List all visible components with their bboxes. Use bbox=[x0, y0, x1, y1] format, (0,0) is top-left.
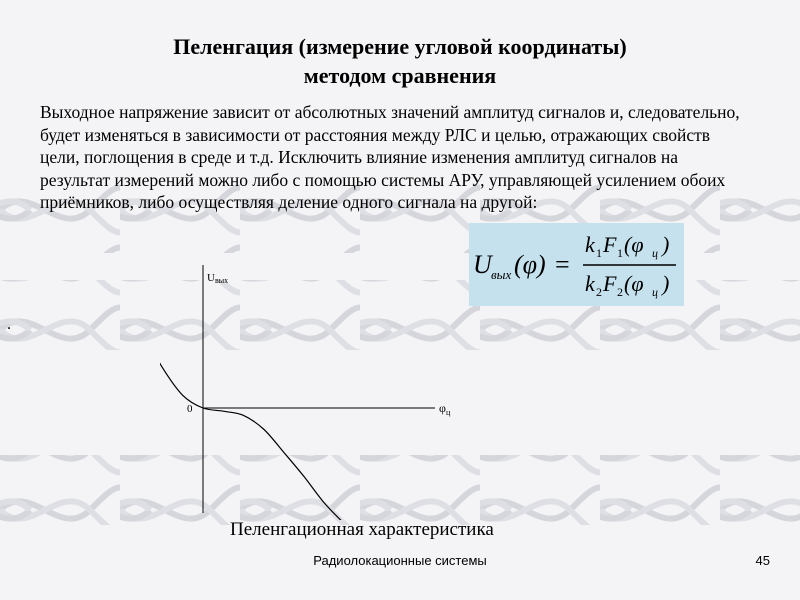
footer-text: Радиолокационные системы bbox=[313, 553, 487, 568]
formula-equals: = bbox=[555, 250, 570, 279]
direction-finding-chart bbox=[160, 255, 460, 520]
num-coef-index: 1 bbox=[596, 246, 602, 260]
den-coef-index: 2 bbox=[596, 285, 602, 299]
den-coef: k bbox=[585, 271, 595, 296]
stray-dot: . bbox=[7, 316, 11, 333]
y-axis-label-subscript: вых bbox=[215, 276, 229, 285]
formula-lhs-subscript: вых bbox=[491, 267, 512, 282]
formula-lhs-symbol: U bbox=[473, 250, 492, 279]
formula bbox=[469, 223, 684, 306]
x-axis-label-subscript: ц bbox=[446, 408, 451, 417]
num-arg-index: ц bbox=[652, 246, 658, 260]
page-number: 45 bbox=[755, 553, 770, 568]
origin-label: 0 bbox=[187, 403, 193, 415]
y-axis-label: U bbox=[207, 272, 215, 284]
x-axis-label: φ bbox=[439, 401, 446, 415]
figure-caption: Пеленгационная характеристика bbox=[230, 519, 494, 540]
num-arg-open: (φ bbox=[624, 232, 644, 257]
title-line-1: Пеленгация (измерение угловой координаты) bbox=[173, 34, 627, 59]
num-func: F bbox=[603, 232, 617, 257]
num-coef: k bbox=[585, 232, 595, 257]
den-func: F bbox=[603, 271, 617, 296]
formula-box bbox=[469, 223, 684, 306]
num-arg-close: ) bbox=[662, 232, 670, 257]
den-func-index: 2 bbox=[617, 285, 623, 299]
num-func-index: 1 bbox=[617, 246, 623, 260]
body-paragraph: Выходное напряжение зависит от абсолютных значений амплитуд сигналов и, следовательно, будет изменяться в зависимости от расстояния между РЛС и целью, отражающих свойств цели, поглощения в среде и т.д. Исключить влияние изменения амплитуд сигналов на результат измерений можно либо с помощью системы АРУ, управляющей усилением обоих приёмников, либо осуществляя деление одного сигнала на другой: bbox=[40, 102, 740, 212]
title-line-2: методом сравнения bbox=[303, 63, 497, 88]
den-arg-open: (φ bbox=[624, 271, 644, 296]
den-arg-index: ц bbox=[652, 285, 658, 299]
slide-title bbox=[0, 32, 800, 90]
den-arg-close: ) bbox=[662, 271, 670, 296]
formula-lhs-arg: (φ) bbox=[514, 250, 546, 279]
